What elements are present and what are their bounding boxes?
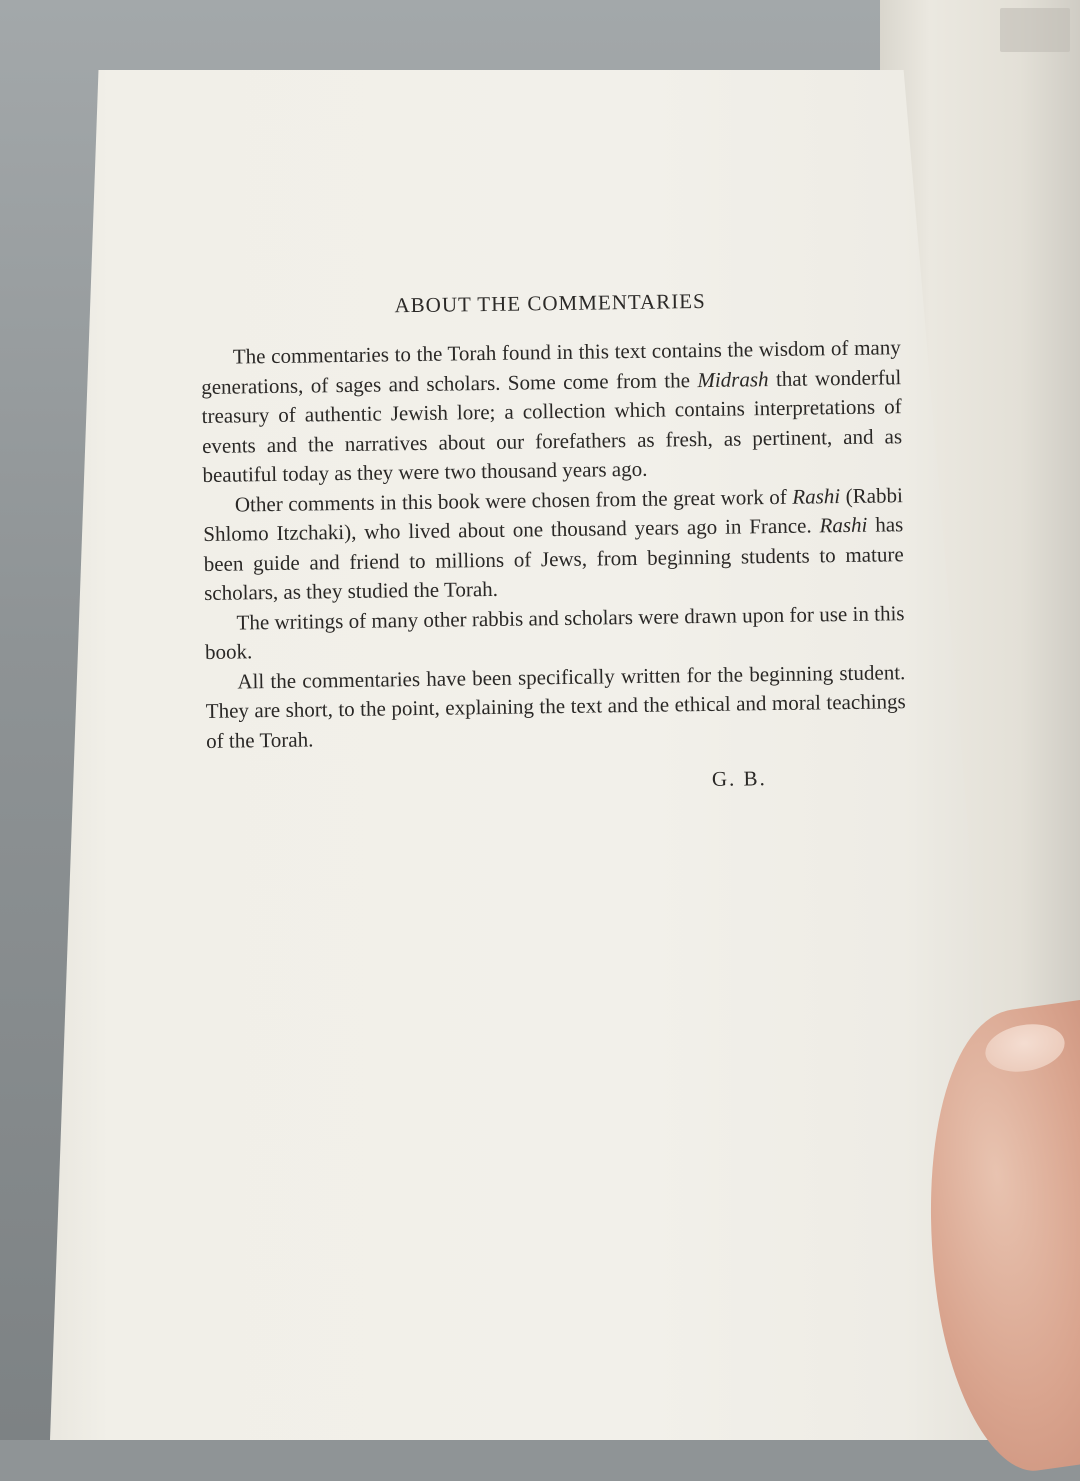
paragraph-3: The writings of many other rabbis and scholars were drawn upon for use in this book. — [204, 600, 905, 664]
midrash-term: Midrash — [697, 366, 769, 392]
page-title: ABOUT THE COMMENTARIES — [394, 288, 706, 318]
rashi-term: Rashi — [792, 483, 841, 509]
paragraph-1: The commentaries to the Torah found in this text contains the wisdom of many generations, of sages and scholars. Some come from the Midrash that wonderful treasury of authentic Jewish lore; a collection which contains interpretations of events and the narratives about our forefathers as fresh, as pertinent, and as beautiful today as they were two thousand years ago. — [201, 335, 903, 487]
paragraph-4: All the commentaries have been specifically written for the beginning student. They are short, to the point, explaining the text and the ethical and moral teachings of the Torah. — [205, 659, 906, 753]
rashi-term: Rashi — [819, 512, 868, 538]
paragraph-2: Other comments in this book were chosen from the great work of Rashi (Rabbi Shlomo Itzchaki), who lived about one thousand years ago in France. Rashi has been guide and friend to millions of Jews, from beginning students to mature scholars, as they studied the Torah. — [203, 482, 904, 605]
page-content — [200, 286, 907, 799]
adjacent-page-print — [1000, 8, 1070, 52]
author-signature: G. B. — [711, 766, 767, 791]
